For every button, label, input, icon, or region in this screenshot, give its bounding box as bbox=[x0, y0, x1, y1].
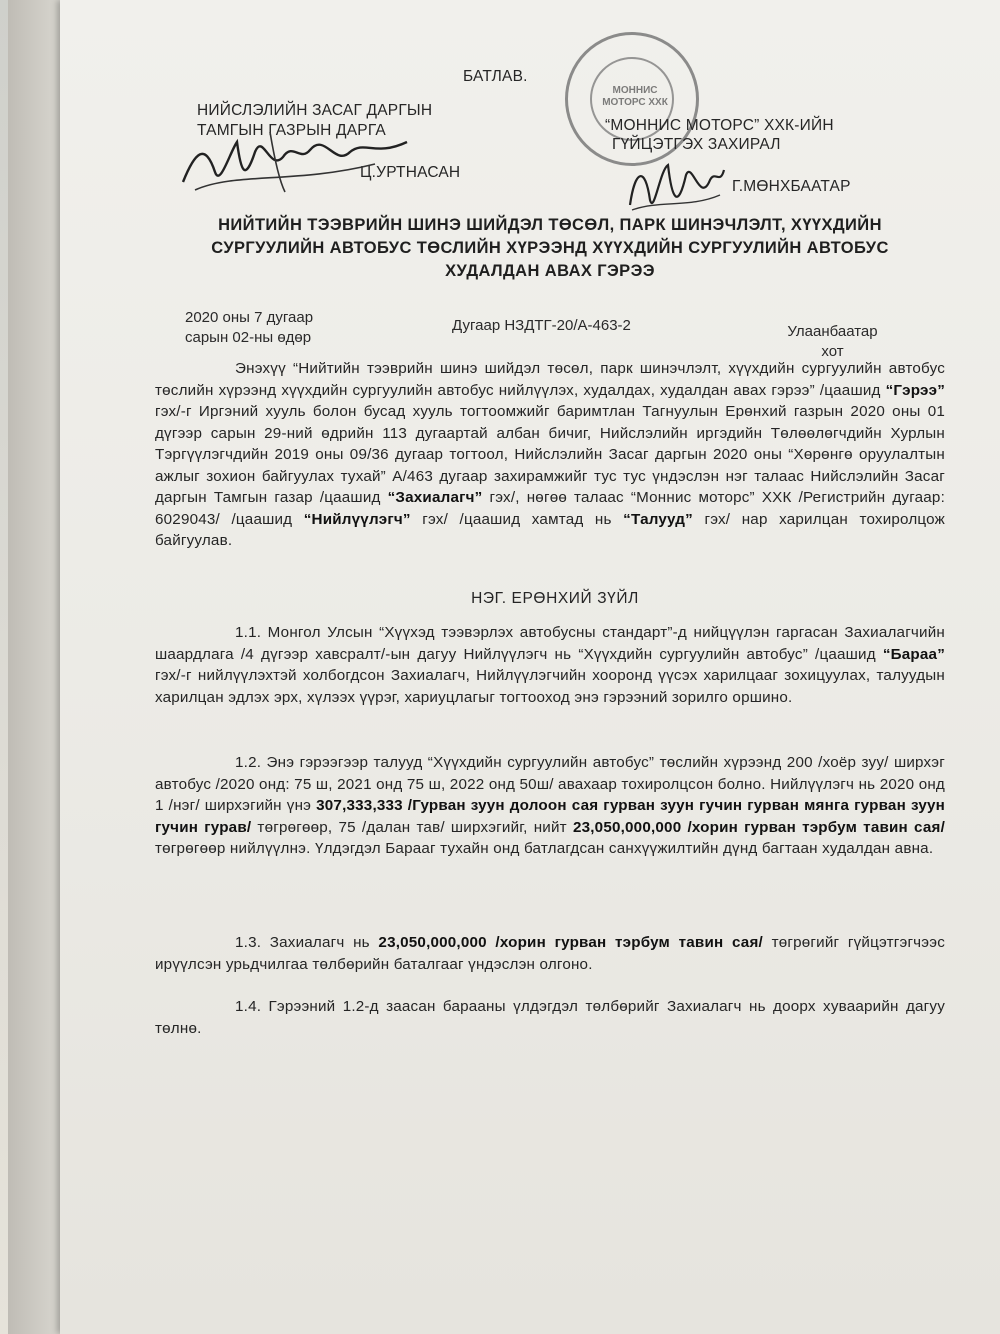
contract-date bbox=[185, 308, 313, 348]
right-signatory-name: Г.МӨНХБААТАР bbox=[732, 178, 851, 195]
left-signatory-title-1: НИЙСЛЭЛИЙН ЗАСАГ ДАРГЫН bbox=[197, 102, 433, 119]
date-line-1: 2020 оны 7 дугаар bbox=[185, 309, 314, 326]
left-signature-icon bbox=[175, 112, 415, 202]
right-signatory-title-2: ГҮЙЦЭТГЭХ ЗАХИРАЛ bbox=[612, 136, 781, 153]
right-signature-icon bbox=[620, 150, 730, 220]
place-line-1: Улаанбаатар bbox=[787, 323, 878, 340]
left-signatory-title-2: ТАМГЫН ГАЗРЫН ДАРГА bbox=[197, 122, 386, 139]
left-signatory-name: Ц.УРТНАСАН bbox=[360, 164, 461, 181]
approve-label: БАТЛАВ. bbox=[463, 68, 528, 85]
contract-number: Дугаар НЗДТГ-20/А-463-2 bbox=[452, 317, 631, 334]
document-title bbox=[190, 214, 910, 283]
title-line-1: НИЙТИЙН ТЭЭВРИЙН ШИНЭ ШИЙДЭЛ ТӨСӨЛ, ПАРК ШИНЭЧЛЭЛТ, ХҮҮХДИЙН bbox=[218, 216, 882, 234]
section-title: НЭГ. ЕРӨНХИЙ ЗҮЙЛ bbox=[471, 590, 639, 607]
stamp-text: МОННИС МОТОРС ХХК bbox=[602, 85, 668, 108]
intro-paragraph: Энэхүү “Нийтийн тээврийн шинэ шийдэл төсөл, парк шинэчлэлт, хүүхдийн сургуулийн автобус төслийн хүрээнд хүүхдийн сургуулийн автобус нийлүүлэх, худалдах, худалдан авах гэрээ” /цаашид “Гэрээ” гэх/-г Иргэний хууль болон бусад хууль тогтоомжийг баримтлан Тагнуулын Ерөнхий газрын 2020 оны 01 дүгээр сарын 29-ний өдрийн 113 дугаартай албан бичиг, Нийслэлийн иргэдийн Төлөөлөгчдийн Хурлын Тэргүүлэгчдийн 2019 оны 09/36 дугаар тогтоол, Нийслэлийн Засаг даргын 2020 оны “Хөрөнгө оруулалтын ажлыг зохион байгуулах тухай” А/463 дугаар захирамжийг тус тус үндэслэн нэг талаас Нийслэлийн Засаг даргын Тамгын газар /цаашид “Захиалагч” гэх/, нөгөө талаас “Моннис моторс” ХХК /Регистрийн дугаар: 6029043/ /цаашид “Нийлүүлэгч” гэх/ /цаашид хамтад нь “Талууд” гэх/ нар харилцан тохиролцож байгуулав. bbox=[155, 360, 945, 549]
title-line-2: СУРГУУЛИЙН АВТОБУС ТӨСЛИЙН ХҮРЭЭНД ХҮҮХДИЙН СУРГУУЛИЙН АВТОБУС bbox=[211, 239, 889, 257]
contract-place bbox=[780, 322, 885, 362]
title-line-3: ХУДАЛДАН АВАХ ГЭРЭЭ bbox=[445, 262, 655, 280]
place-line-2: хот bbox=[821, 343, 844, 360]
right-signatory-title-1: “МОННИС МОТОРС” ХХК-ИЙН bbox=[605, 117, 834, 134]
date-line-2: сарын 02-ны өдөр bbox=[185, 329, 312, 346]
clause-1-2: 1.2. Энэ гэрээгээр талууд “Хүүхдийн сургуулийн автобус” төслийн хүрээнд 200 /хоёр зуу/ ширхэг автобус /2020 онд: 75 ш, 2021 онд 75 ш, 2022 онд 50ш/ авахаар тохиролцсон болно. Нийлүүлэгч нь 2020 онд 1 /нэг/ ширхэгийн үнэ 307,333,333 /Гурван зуун долоон сая гурван зуун гучин гурван мянга гурван зуун гучин гурав/ төгрөгөөр, 75 /далан тав/ ширхэгийг, нийт 23,050,000,000 /хорин гурван тэрбум тавин сая/ төгрөгөөр нийлүүлнэ. Үлдэгдэл Барааг тухайн онд батлагдсан санхүүжилтийн дүнд багтаан худалдан авна. bbox=[155, 754, 945, 857]
clause-1-3: 1.3. Захиалагч нь 23,050,000,000 /хорин гурван тэрбум тавин сая/ төгрөгийг гүйцэтгэгчээс ирүүлсэн урьдчилгаа төлбөрийн баталгааг үндэслэн олгоно. bbox=[155, 934, 945, 973]
clause-1-4: 1.4. Гэрээний 1.2-д заасан барааны үлдэгдэл төлбөрийг Захиалагч нь доорх хуваарийн дагуу төлнө. bbox=[155, 998, 945, 1037]
clause-1-1: 1.1. Монгол Улсын “Хүүхэд тээвэрлэх автобусны стандарт”-д нийцүүлэн гаргасан Захиалагчийн шаардлага /4 дүгээр хавсралт/-ын дагуу Нийлүүлэгч нь “Хүүхдийн сургуулийн автобус” /цаашид “Бараа” гэх/-г нийлүүлэхтэй холбогдсон Захиалагч, Нийлүүлэгчийн хооронд үүсэх харилцааг зохицуулах, талуудын харилцан эдлэх эрх, хүлээх үүрэг, хариуцлагыг тогтооход энэ гэрээний зорилго оршино. bbox=[155, 624, 945, 706]
